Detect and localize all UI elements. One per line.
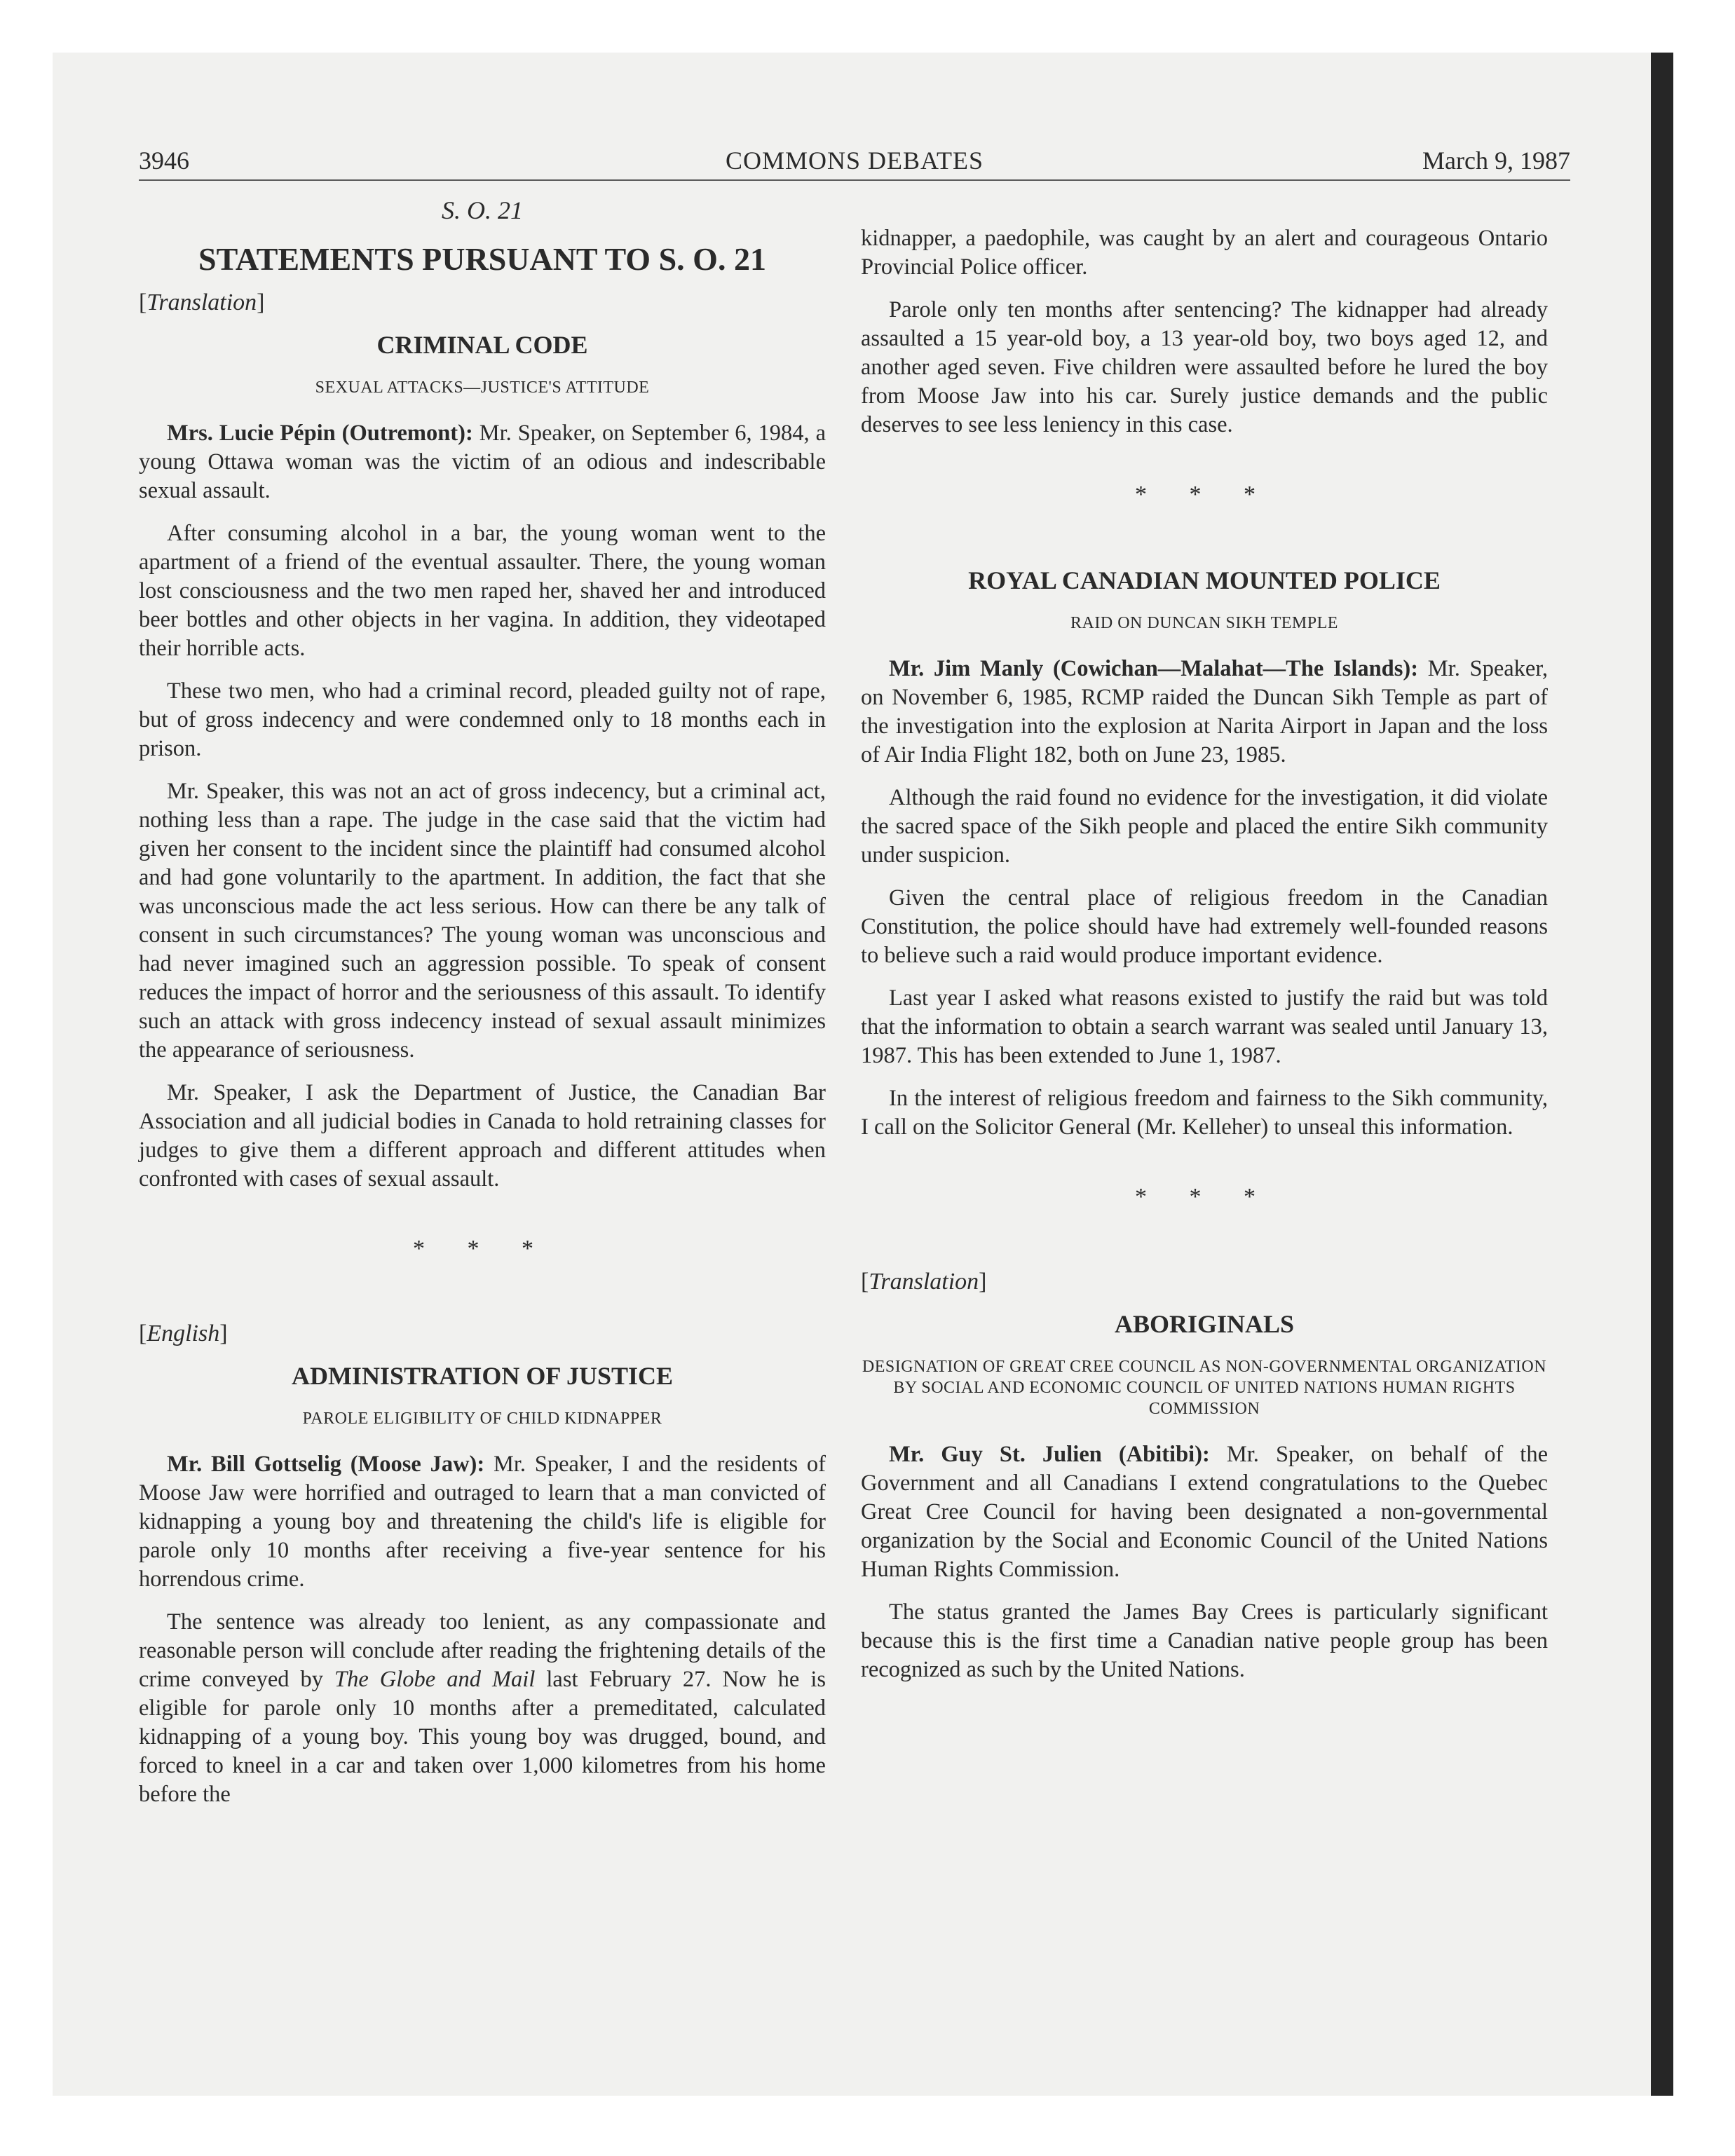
paragraph: Last year I asked what reasons existed to justify the raid but was told that the information to obtain a search warrant was sealed until January 13, 1987. This has been extended to June 1, 1987. <box>861 985 1548 1068</box>
paragraph: Mr. Guy St. Julien (Abitibi): Mr. Speaker, on behalf of the Government and all Canadians I extend congratulations to the Quebec Great Cree Council for having been designated a non-governmental organization by the Social and Economic Council of the United Nations Human Rights Commission. <box>861 1442 1549 1582</box>
speaker-name: Mr. Jim Manly (Cowichan—Malahat—The Islands): <box>889 656 1419 681</box>
paragraph: Parole only ten months after sentencing? The kidnapper had already assaulted a 15 year-old boy, a 13 year-old boy, two boys aged 12, and another aged seven. Five children were assaulted before he lured the boy from Moose Jaw into his car. Surely justice demands and the public deserves to see less leniency in this case. <box>861 297 1548 437</box>
document-page <box>139 140 1570 1807</box>
publication-name: The Globe and Mail <box>334 1667 536 1692</box>
scan-edge-strip <box>1651 53 1673 2096</box>
section-heading-rcmp: ROYAL CANADIAN MOUNTED POLICE <box>968 566 1441 594</box>
speaker-name: Mr. Guy St. Julien (Abitibi): <box>889 1442 1210 1467</box>
section-subheading-raid: RAID ON DUNCAN SIKH TEMPLE <box>1070 614 1338 632</box>
paragraph: The status granted the James Bay Crees is particularly significant because this is the first time a Canadian native people group has been recognized as such by the United Nations. <box>861 1599 1548 1682</box>
section-separator: * * * <box>413 1236 552 1262</box>
section-heading-aboriginals: ABORIGINALS <box>1114 1310 1295 1338</box>
section-heading-administration-of-justice: ADMINISTRATION OF JUSTICE <box>291 1362 674 1390</box>
paragraph: After consuming alcohol in a bar, the young woman went to the apartment of a friend of the eventual assaulter. There, the young woman lost consciousness and the two men raped her, shaved her and introduced beer bottles and other objects in her vagina. In addition, they videotaped their horrible acts. <box>139 521 826 661</box>
page-number: 3946 <box>139 146 189 175</box>
paragraph: Mr. Jim Manly (Cowichan—Malahat—The Islands): Mr. Speaker, on November 6, 1985, RCMP raided the Duncan Sikh Temple as part of the investigation into the explosion at Narita Airport in Japan and the loss of Air India Flight 182, both on June 23, 1985. <box>861 656 1549 767</box>
paragraph-continued: kidnapper, a paedophile, was caught by an alert and courageous Ontario Provincial Police officer. <box>861 226 1548 280</box>
section-heading-criminal-code: CRIMINAL CODE <box>376 331 588 359</box>
translation-label-text: Translation <box>869 1269 979 1295</box>
speaker-name: Mrs. Lucie Pépin (Outremont): <box>167 421 473 446</box>
section-subheading-sexual-attacks: SEXUAL ATTACKS—JUSTICE'S ATTITUDE <box>315 378 650 397</box>
section-subheading-cree-council: DESIGNATION OF GREAT CREE COUNCIL AS NON-GOVERNMENTAL ORGANIZATION BY SOCIAL AND ECONOMIC COUNCIL OF UNITED NATIONS HUMAN RIGHTS COMMISSION <box>862 1358 1547 1418</box>
section-subheading-parole: PAROLE ELIGIBILITY OF CHILD KIDNAPPER <box>302 1410 662 1428</box>
translation-label: [Translation] <box>861 1269 987 1295</box>
paragraph: Given the central place of religious freedom in the Canadian Constitution, the police should have had extremely well-founded reasons to believe such a raid would produce important evidence. <box>861 885 1548 968</box>
journal-title: COMMONS DEBATES <box>725 146 984 175</box>
main-heading: STATEMENTS PURSUANT TO S. O. 21 <box>198 241 766 277</box>
paragraph: Mr. Speaker, I ask the Department of Justice, the Canadian Bar Association and all judicial bodies in Canada to hold retraining classes for judges to give them a different approach and different attitudes when confronted with cases of sexual assault. <box>139 1080 826 1192</box>
english-label-text: English <box>147 1321 220 1346</box>
english-label: [English] <box>139 1321 228 1346</box>
translation-label: [Translation] <box>139 289 265 315</box>
speaker-name: Mr. Bill Gottselig (Moose Jaw): <box>167 1452 485 1477</box>
paragraph: Mr. Bill Gottselig (Moose Jaw): Mr. Speaker, I and the residents of Moose Jaw were horrified and outraged to learn that a man convicted of kidnapping a young boy and threatening the child's life is eligible for parole only 10 months after receiving a five-year sentence for his horrendous crime. <box>139 1452 826 1592</box>
issue-date: March 9, 1987 <box>1422 146 1570 175</box>
standing-order-label: S. O. 21 <box>442 196 523 224</box>
section-separator: * * * <box>1135 482 1274 507</box>
paragraph: In the interest of religious freedom and fairness to the Sikh community, I call on the Solicitor General (Mr. Kelleher) to unseal this information. <box>861 1086 1548 1140</box>
section-separator: * * * <box>1135 1184 1274 1210</box>
paragraph: These two men, who had a criminal record, pleaded guilty not of rape, but of gross indecency and were condemned only to 18 months each in prison. <box>139 678 826 761</box>
running-head <box>139 140 1570 181</box>
right-column <box>861 189 1548 1698</box>
paragraph: The sentence was already too lenient, as any compassionate and reasonable person will conclude after reading the frightening details of the crime conveyed by The Globe and Mail last February 27. Now he is eligible for parole only 10 months after a premeditated, calculated kidnapping of a young boy. This young boy was drugged, bound, and forced to kneel in a car and taken over 1,000 kilometres from his home before the <box>139 1609 826 1807</box>
left-column <box>139 189 826 1823</box>
paragraph: Mrs. Lucie Pépin (Outremont): Mr. Speaker, on September 6, 1984, a young Ottawa woman was the victim of an odious and indescribable sexual assault. <box>139 421 826 503</box>
translation-label-text: Translation <box>147 289 257 315</box>
paragraph: Mr. Speaker, this was not an act of gross indecency, but a criminal act, nothing less than a rape. The judge in the case said that the victim had given her consent to the incident since the plaintiff had consumed alcohol and had gone voluntarily to the apartment. In addition, the fact that she was unconscious made the act less serious. How can there be any talk of consent in such circumstances? The young woman was unconscious and had never imagined such an aggression possible. To speak of consent reduces the impact of horror and the seriousness of this assault. To identify such an attack with gross indecency instead of sexual assault minimizes the appearance of seriousness. <box>139 779 826 1063</box>
paragraph: Although the raid found no evidence for the investigation, it did violate the sacred space of the Sikh people and placed the entire Sikh community under suspicion. <box>861 785 1548 868</box>
